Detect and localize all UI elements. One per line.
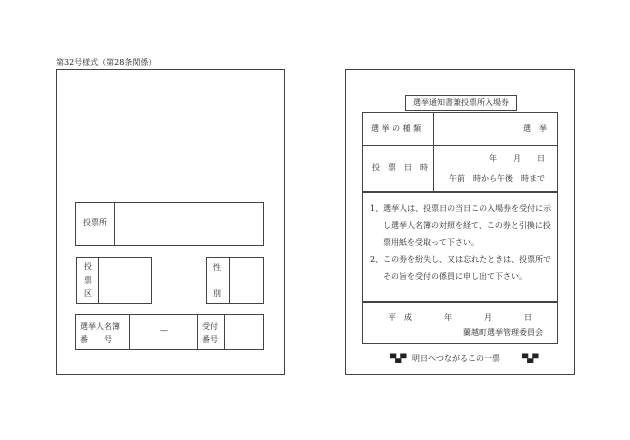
register-number-label-cell bbox=[76, 315, 129, 349]
register-number-label-line1: 選挙人名簿 bbox=[80, 322, 120, 331]
district-box bbox=[76, 257, 152, 304]
gender-label bbox=[212, 264, 222, 298]
election-type-value: 選 挙 bbox=[523, 124, 547, 133]
voting-datetime-label-cell bbox=[363, 145, 433, 191]
register-number-label-line2: 番 号 bbox=[80, 335, 112, 344]
register-number-box bbox=[75, 314, 264, 350]
note1-line3: 票用紙を受取って下さい。 bbox=[383, 238, 479, 247]
district-label-char: 投 bbox=[84, 262, 92, 271]
reception-number-label-cell bbox=[197, 315, 224, 349]
issuer-box bbox=[362, 302, 558, 344]
mascot-icon: ▀▄▀ bbox=[390, 354, 406, 363]
gender-label-char: 別 bbox=[213, 289, 221, 298]
election-type-label: 選 挙 の 種 類 bbox=[371, 124, 422, 133]
gender-label-char: 性 bbox=[213, 263, 221, 272]
district-label-char: 区 bbox=[84, 289, 92, 298]
register-number-value-cell bbox=[129, 315, 197, 349]
register-number-dash: — bbox=[160, 326, 168, 335]
era-date: 平 成 年 月 日 bbox=[388, 313, 532, 322]
reception-number-label-line1: 受付 bbox=[202, 322, 218, 331]
reception-number-value-cell bbox=[224, 315, 263, 349]
note1-line1: 1、選挙人は、投票日の当日この入場券を受付に示 bbox=[370, 204, 552, 213]
voting-time-placeholder: 午前 時から午後 時まで bbox=[449, 174, 545, 183]
ticket-title-box bbox=[405, 95, 517, 111]
polling-place-value-cell bbox=[114, 203, 263, 245]
gender-box bbox=[206, 257, 264, 304]
voting-datetime-value-cell bbox=[433, 145, 557, 191]
committee-name: 蘭越町選挙管理委員会 bbox=[463, 328, 543, 337]
slogan-text: 明日へつながるこの一票 bbox=[412, 354, 500, 363]
slogan-row bbox=[362, 353, 558, 367]
district-label bbox=[83, 263, 93, 298]
polling-place-box bbox=[75, 202, 264, 246]
ticket-title: 選挙通知書兼投票所入場券 bbox=[413, 98, 509, 107]
election-type-label-cell bbox=[363, 113, 433, 145]
district-value-cell bbox=[98, 258, 151, 303]
voting-date-placeholder: 年 月 日 bbox=[489, 154, 545, 163]
election-type-value-cell bbox=[433, 113, 557, 145]
polling-place-label: 投票所 bbox=[83, 218, 107, 227]
polling-place-label-cell bbox=[76, 203, 114, 245]
note2-line1: 2、この券を紛失し、又は忘れたときは、投票所で bbox=[370, 255, 552, 264]
note1-line2: し選挙人名簿の対照を経て、この券と引換に投 bbox=[383, 221, 551, 230]
mascot-icon: ▀▄▀ bbox=[522, 354, 538, 363]
voting-datetime-label: 投 票 日 時 bbox=[372, 163, 428, 172]
reception-number-label-line2: 番号 bbox=[202, 335, 218, 344]
district-label-char: 票 bbox=[84, 275, 92, 285]
form-label: 第32号様式（第28条関係） bbox=[56, 58, 157, 67]
notes-box bbox=[362, 192, 558, 302]
note2-line2: その旨を受付の係員に申し出て下さい。 bbox=[383, 272, 527, 281]
gender-value-cell bbox=[229, 258, 263, 303]
election-info-table bbox=[362, 112, 558, 192]
